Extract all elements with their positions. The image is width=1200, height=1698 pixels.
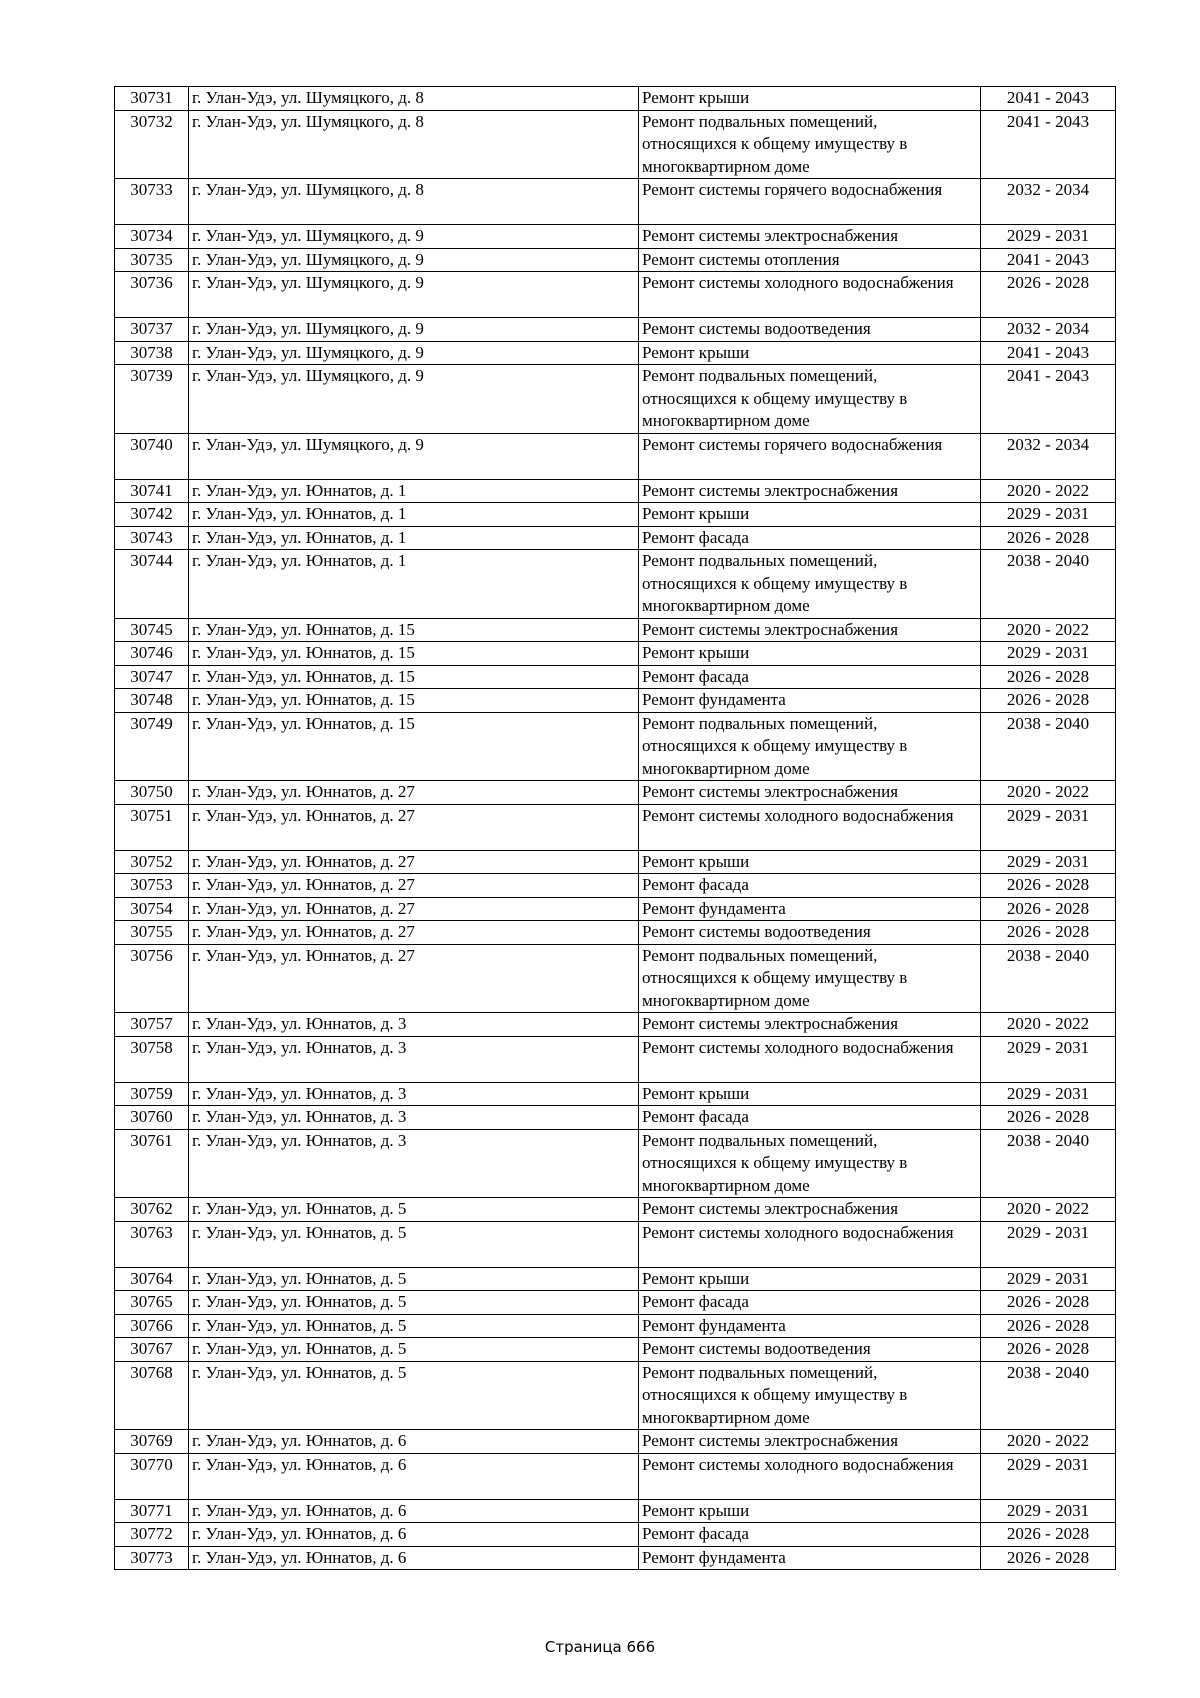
row-number: 30737	[115, 318, 189, 342]
row-number: 30750	[115, 781, 189, 805]
work-type	[639, 503, 981, 527]
table-row	[115, 1523, 1116, 1547]
work-type	[639, 1267, 981, 1291]
planned-period: 2020 - 2022	[981, 1013, 1116, 1037]
building-address: г. Улан-Удэ, ул. Шумяцкого, д. 9	[189, 272, 639, 318]
table-row	[115, 944, 1116, 1013]
table-row	[115, 642, 1116, 666]
work-type-line: Ремонт системы водоотведения	[642, 1339, 871, 1358]
work-type-line: Ремонт системы водоотведения	[642, 922, 871, 941]
planned-period: 2029 - 2031	[981, 804, 1116, 850]
work-type	[639, 248, 981, 272]
work-type	[639, 1082, 981, 1106]
building-address: г. Улан-Удэ, ул. Юннатов, д. 6	[189, 1546, 639, 1570]
work-type	[639, 110, 981, 179]
work-type	[639, 804, 981, 850]
work-type-line	[642, 202, 977, 225]
work-type	[639, 781, 981, 805]
table-row	[115, 665, 1116, 689]
planned-period: 2029 - 2031	[981, 1499, 1116, 1523]
table-row	[115, 341, 1116, 365]
planned-period: 2026 - 2028	[981, 1106, 1116, 1130]
work-type-line: Ремонт системы электроснабжения	[642, 782, 899, 801]
building-address: г. Улан-Удэ, ул. Юннатов, д. 1	[189, 503, 639, 527]
work-type	[639, 1221, 981, 1267]
planned-period: 2029 - 2031	[981, 1221, 1116, 1267]
row-number: 30741	[115, 479, 189, 503]
work-type	[639, 1036, 981, 1082]
building-address: г. Улан-Удэ, ул. Шумяцкого, д. 9	[189, 433, 639, 479]
row-number: 30760	[115, 1106, 189, 1130]
work-type-line: Ремонт системы электроснабжения	[642, 1431, 899, 1450]
row-number: 30740	[115, 433, 189, 479]
work-type-line: Ремонт крыши	[642, 643, 750, 662]
building-address: г. Улан-Удэ, ул. Юннатов, д. 3	[189, 1106, 639, 1130]
table-row	[115, 804, 1116, 850]
table-row	[115, 1546, 1116, 1570]
table-row	[115, 87, 1116, 111]
building-address: г. Улан-Удэ, ул. Юннатов, д. 15	[189, 665, 639, 689]
work-type-line: многоквартирном доме	[642, 990, 810, 1010]
building-address: г. Улан-Удэ, ул. Шумяцкого, д. 9	[189, 225, 639, 249]
table-row	[115, 433, 1116, 479]
row-number: 30736	[115, 272, 189, 318]
planned-period: 2026 - 2028	[981, 1314, 1116, 1338]
table-row	[115, 897, 1116, 921]
table-row	[115, 1082, 1116, 1106]
building-address: г. Улан-Удэ, ул. Юннатов, д. 1	[189, 526, 639, 550]
building-address: г. Улан-Удэ, ул. Юннатов, д. 27	[189, 804, 639, 850]
work-type-line: Ремонт крыши	[642, 1500, 750, 1520]
work-type	[639, 1291, 981, 1315]
work-type	[639, 318, 981, 342]
planned-period: 2026 - 2028	[981, 1523, 1116, 1547]
work-type	[639, 1546, 981, 1570]
planned-period: 2026 - 2028	[981, 272, 1116, 318]
work-type-line: Ремонт системы холодного водоснабжения	[642, 805, 954, 825]
planned-period: 2026 - 2028	[981, 921, 1116, 945]
work-type	[639, 1338, 981, 1362]
work-type	[639, 1430, 981, 1454]
table-row	[115, 712, 1116, 781]
row-number: 30749	[115, 712, 189, 781]
work-type-line: Ремонт системы электроснабжения	[642, 619, 899, 639]
planned-period: 2026 - 2028	[981, 897, 1116, 921]
row-number: 30738	[115, 341, 189, 365]
table-row	[115, 1013, 1116, 1037]
row-number: 30748	[115, 689, 189, 713]
table-row	[115, 921, 1116, 945]
table-row	[115, 550, 1116, 619]
building-address: г. Улан-Удэ, ул. Юннатов, д. 27	[189, 874, 639, 898]
work-type	[639, 1453, 981, 1499]
row-number: 30744	[115, 550, 189, 619]
table-row	[115, 225, 1116, 249]
row-number: 30742	[115, 503, 189, 527]
row-number: 30755	[115, 921, 189, 945]
table-row	[115, 1106, 1116, 1130]
work-type	[639, 1198, 981, 1222]
work-type-line: относящихся к общему имуществу в	[642, 1385, 908, 1404]
row-number: 30770	[115, 1453, 189, 1499]
work-type	[639, 897, 981, 921]
planned-period: 2029 - 2031	[981, 1082, 1116, 1106]
work-type	[639, 225, 981, 249]
work-type-line: Ремонт фасада	[642, 1292, 749, 1311]
row-number: 30761	[115, 1129, 189, 1198]
work-type	[639, 665, 981, 689]
building-address: г. Улан-Удэ, ул. Юннатов, д. 27	[189, 944, 639, 1013]
table-row	[115, 850, 1116, 874]
work-type-line: Ремонт фундамента	[642, 1315, 786, 1335]
work-type-line: Ремонт системы электроснабжения	[642, 480, 899, 500]
planned-period: 2026 - 2028	[981, 874, 1116, 898]
row-number: 30765	[115, 1291, 189, 1315]
work-type-line: многоквартирном доме	[642, 411, 810, 430]
work-type-line: Ремонт системы отопления	[642, 249, 840, 269]
planned-period: 2041 - 2043	[981, 341, 1116, 365]
work-type-line: Ремонт крыши	[642, 504, 750, 523]
table-row	[115, 689, 1116, 713]
work-type-line: многоквартирном доме	[642, 1175, 810, 1195]
building-address: г. Улан-Удэ, ул. Юннатов, д. 27	[189, 781, 639, 805]
building-address: г. Улан-Удэ, ул. Шумяцкого, д. 9	[189, 248, 639, 272]
table-row	[115, 272, 1116, 318]
row-number: 30763	[115, 1221, 189, 1267]
building-address: г. Улан-Удэ, ул. Юннатов, д. 27	[189, 850, 639, 874]
planned-period: 2032 - 2034	[981, 318, 1116, 342]
row-number: 30766	[115, 1314, 189, 1338]
table-row	[115, 874, 1116, 898]
row-number: 30733	[115, 179, 189, 225]
table-row	[115, 1338, 1116, 1362]
work-type-line: Ремонт системы горячего водоснабжения	[642, 434, 943, 454]
row-number: 30739	[115, 365, 189, 434]
work-type	[639, 712, 981, 781]
work-type-line: Ремонт фасада	[642, 1107, 749, 1126]
row-number: 30745	[115, 618, 189, 642]
work-type	[639, 921, 981, 945]
building-address: г. Улан-Удэ, ул. Юннатов, д. 27	[189, 897, 639, 921]
table-row	[115, 781, 1116, 805]
table-row	[115, 1267, 1116, 1291]
planned-period: 2038 - 2040	[981, 550, 1116, 619]
work-type-line: относящихся к общему имуществу в	[642, 1153, 908, 1172]
table-row	[115, 503, 1116, 527]
row-number: 30751	[115, 804, 189, 850]
planned-period: 2032 - 2034	[981, 433, 1116, 479]
work-type-line: Ремонт фасада	[642, 527, 749, 547]
row-number: 30743	[115, 526, 189, 550]
work-type-line: Ремонт фундамента	[642, 898, 786, 918]
building-address: г. Улан-Удэ, ул. Юннатов, д. 15	[189, 689, 639, 713]
work-type-line: Ремонт системы водоотведения	[642, 319, 871, 338]
work-type-line: Ремонт фасада	[642, 1524, 749, 1543]
building-address: г. Улан-Удэ, ул. Шумяцкого, д. 8	[189, 87, 639, 111]
building-address: г. Улан-Удэ, ул. Шумяцкого, д. 8	[189, 179, 639, 225]
planned-period: 2029 - 2031	[981, 225, 1116, 249]
work-type-line: многоквартирном доме	[642, 1407, 810, 1427]
row-number: 30772	[115, 1523, 189, 1547]
table-row	[115, 318, 1116, 342]
row-number: 30754	[115, 897, 189, 921]
row-number: 30752	[115, 850, 189, 874]
building-address: г. Улан-Удэ, ул. Юннатов, д. 5	[189, 1338, 639, 1362]
building-address: г. Улан-Удэ, ул. Шумяцкого, д. 9	[189, 365, 639, 434]
work-type-line: Ремонт крыши	[642, 1268, 750, 1288]
planned-period: 2029 - 2031	[981, 503, 1116, 527]
planned-period: 2029 - 2031	[981, 642, 1116, 666]
planned-period: 2041 - 2043	[981, 248, 1116, 272]
building-address: г. Улан-Удэ, ул. Юннатов, д. 6	[189, 1499, 639, 1523]
row-number: 30773	[115, 1546, 189, 1570]
work-type-line: многоквартирном доме	[642, 156, 810, 176]
planned-period: 2026 - 2028	[981, 526, 1116, 550]
row-number: 30764	[115, 1267, 189, 1291]
planned-period: 2020 - 2022	[981, 479, 1116, 503]
planned-period: 2029 - 2031	[981, 1267, 1116, 1291]
building-address: г. Улан-Удэ, ул. Юннатов, д. 3	[189, 1013, 639, 1037]
table-row	[115, 1499, 1116, 1523]
work-type-line	[642, 1059, 977, 1082]
work-type	[639, 1361, 981, 1430]
work-type	[639, 1499, 981, 1523]
work-type-line: Ремонт подвальных помещений,	[642, 1362, 878, 1382]
row-number: 30758	[115, 1036, 189, 1082]
planned-period: 2032 - 2034	[981, 179, 1116, 225]
work-type	[639, 689, 981, 713]
work-type-line: Ремонт системы электроснабжения	[642, 226, 899, 245]
row-number: 30767	[115, 1338, 189, 1362]
row-number: 30759	[115, 1082, 189, 1106]
work-type	[639, 1129, 981, 1198]
work-type-line: многоквартирном доме	[642, 758, 810, 778]
work-type-line: многоквартирном доме	[642, 596, 810, 615]
work-type	[639, 550, 981, 619]
building-address: г. Улан-Удэ, ул. Юннатов, д. 5	[189, 1221, 639, 1267]
work-type-line: относящихся к общему имуществу в	[642, 134, 908, 153]
planned-period: 2020 - 2022	[981, 781, 1116, 805]
page-number: Страница 666	[544, 1638, 656, 1656]
building-address: г. Улан-Удэ, ул. Юннатов, д. 5	[189, 1361, 639, 1430]
work-type-line	[642, 456, 977, 479]
table-row	[115, 110, 1116, 179]
work-type-line: относящихся к общему имуществу в	[642, 968, 908, 987]
table-row	[115, 479, 1116, 503]
building-address: г. Улан-Удэ, ул. Юннатов, д. 27	[189, 921, 639, 945]
planned-period: 2041 - 2043	[981, 365, 1116, 434]
building-address: г. Улан-Удэ, ул. Юннатов, д. 15	[189, 618, 639, 642]
work-type-line	[642, 295, 977, 318]
work-type-line: Ремонт крыши	[642, 851, 750, 871]
work-type-line: относящихся к общему имуществу в	[642, 573, 908, 593]
work-type	[639, 1013, 981, 1037]
building-address: г. Улан-Удэ, ул. Юннатов, д. 3	[189, 1082, 639, 1106]
work-type	[639, 87, 981, 111]
building-address: г. Улан-Удэ, ул. Юннатов, д. 15	[189, 712, 639, 781]
work-type-line: Ремонт фундамента	[642, 1547, 786, 1567]
work-type-line: Ремонт подвальных помещений,	[642, 366, 878, 385]
work-type-line: Ремонт крыши	[642, 88, 750, 107]
work-type	[639, 944, 981, 1013]
table-row	[115, 618, 1116, 642]
table-row	[115, 1361, 1116, 1430]
planned-period: 2038 - 2040	[981, 712, 1116, 781]
table-row	[115, 1430, 1116, 1454]
work-type	[639, 272, 981, 318]
planned-period: 2026 - 2028	[981, 665, 1116, 689]
work-type-line	[642, 827, 977, 850]
planned-period: 2020 - 2022	[981, 1198, 1116, 1222]
building-address: г. Улан-Удэ, ул. Юннатов, д. 5	[189, 1267, 639, 1291]
row-number: 30768	[115, 1361, 189, 1430]
row-number: 30771	[115, 1499, 189, 1523]
work-type	[639, 341, 981, 365]
planned-period: 2029 - 2031	[981, 1453, 1116, 1499]
work-type-line: Ремонт крыши	[642, 1083, 750, 1103]
table-row	[115, 1129, 1116, 1198]
work-type-line: Ремонт подвальных помещений,	[642, 713, 878, 733]
planned-period: 2020 - 2022	[981, 618, 1116, 642]
work-type-line: Ремонт системы холодного водоснабжения	[642, 273, 954, 292]
work-type-line	[642, 1244, 977, 1267]
building-address: г. Улан-Удэ, ул. Юннатов, д. 3	[189, 1036, 639, 1082]
work-type-line: Ремонт системы электроснабжения	[642, 1199, 899, 1218]
planned-period: 2020 - 2022	[981, 1430, 1116, 1454]
building-address: г. Улан-Удэ, ул. Шумяцкого, д. 8	[189, 110, 639, 179]
building-address: г. Улан-Удэ, ул. Шумяцкого, д. 9	[189, 318, 639, 342]
planned-period: 2026 - 2028	[981, 689, 1116, 713]
planned-period: 2026 - 2028	[981, 1338, 1116, 1362]
work-type-line: Ремонт фасада	[642, 666, 749, 686]
table-row	[115, 1314, 1116, 1338]
work-type-line: Ремонт системы электроснабжения	[642, 1014, 899, 1033]
work-type	[639, 365, 981, 434]
work-type	[639, 642, 981, 666]
work-type-line: Ремонт системы холодного водоснабжения	[642, 1222, 954, 1242]
planned-period: 2029 - 2031	[981, 1036, 1116, 1082]
work-type-line: Ремонт фундамента	[642, 690, 786, 709]
building-address: г. Улан-Удэ, ул. Юннатов, д. 5	[189, 1198, 639, 1222]
table-row	[115, 1453, 1116, 1499]
row-number: 30746	[115, 642, 189, 666]
building-address: г. Улан-Удэ, ул. Юннатов, д. 15	[189, 642, 639, 666]
row-number: 30732	[115, 110, 189, 179]
planned-period: 2026 - 2028	[981, 1546, 1116, 1570]
work-type-line: Ремонт системы холодного водоснабжения	[642, 1037, 954, 1057]
table-row	[115, 1036, 1116, 1082]
work-type-line: Ремонт фасада	[642, 875, 749, 894]
work-type	[639, 179, 981, 225]
repair-schedule-table	[114, 86, 1116, 1570]
row-number: 30735	[115, 248, 189, 272]
row-number: 30769	[115, 1430, 189, 1454]
table-row	[115, 1221, 1116, 1267]
building-address: г. Улан-Удэ, ул. Юннатов, д. 6	[189, 1430, 639, 1454]
planned-period: 2041 - 2043	[981, 87, 1116, 111]
work-type-line: Ремонт подвальных помещений,	[642, 1130, 878, 1150]
row-number: 30762	[115, 1198, 189, 1222]
row-number: 30731	[115, 87, 189, 111]
row-number: 30734	[115, 225, 189, 249]
work-type-line: относящихся к общему имуществу в	[642, 736, 908, 755]
table-row	[115, 1291, 1116, 1315]
work-type	[639, 1314, 981, 1338]
building-address: г. Улан-Удэ, ул. Юннатов, д. 1	[189, 479, 639, 503]
row-number: 30753	[115, 874, 189, 898]
table-row	[115, 365, 1116, 434]
table-row	[115, 526, 1116, 550]
table-row	[115, 248, 1116, 272]
work-type-line: Ремонт системы холодного водоснабжения	[642, 1454, 954, 1474]
work-type	[639, 433, 981, 479]
row-number: 30757	[115, 1013, 189, 1037]
building-address: г. Улан-Удэ, ул. Юннатов, д. 5	[189, 1314, 639, 1338]
planned-period: 2038 - 2040	[981, 1361, 1116, 1430]
building-address: г. Улан-Удэ, ул. Юннатов, д. 6	[189, 1523, 639, 1547]
work-type	[639, 526, 981, 550]
work-type-line: Ремонт подвальных помещений,	[642, 945, 878, 965]
planned-period: 2041 - 2043	[981, 110, 1116, 179]
planned-period: 2029 - 2031	[981, 850, 1116, 874]
work-type-line: Ремонт подвальных помещений,	[642, 111, 878, 131]
work-type	[639, 479, 981, 503]
row-number: 30756	[115, 944, 189, 1013]
table-body	[115, 87, 1116, 1570]
planned-period: 2038 - 2040	[981, 1129, 1116, 1198]
work-type-line: Ремонт подвальных помещений,	[642, 551, 878, 570]
work-type	[639, 874, 981, 898]
building-address: г. Улан-Удэ, ул. Юннатов, д. 1	[189, 550, 639, 619]
table-row	[115, 1198, 1116, 1222]
work-type-line: Ремонт системы горячего водоснабжения	[642, 180, 943, 199]
planned-period: 2038 - 2040	[981, 944, 1116, 1013]
work-type	[639, 618, 981, 642]
work-type	[639, 1106, 981, 1130]
building-address: г. Улан-Удэ, ул. Юннатов, д. 3	[189, 1129, 639, 1198]
work-type	[639, 1523, 981, 1547]
planned-period: 2026 - 2028	[981, 1291, 1116, 1315]
building-address: г. Улан-Удэ, ул. Юннатов, д. 6	[189, 1453, 639, 1499]
row-number: 30747	[115, 665, 189, 689]
building-address: г. Улан-Удэ, ул. Юннатов, д. 5	[189, 1291, 639, 1315]
work-type-line: относящихся к общему имуществу в	[642, 388, 908, 408]
work-type-line	[642, 1476, 977, 1499]
work-type-line: Ремонт крыши	[642, 342, 750, 362]
table-row	[115, 179, 1116, 225]
work-type	[639, 850, 981, 874]
building-address: г. Улан-Удэ, ул. Шумяцкого, д. 9	[189, 341, 639, 365]
